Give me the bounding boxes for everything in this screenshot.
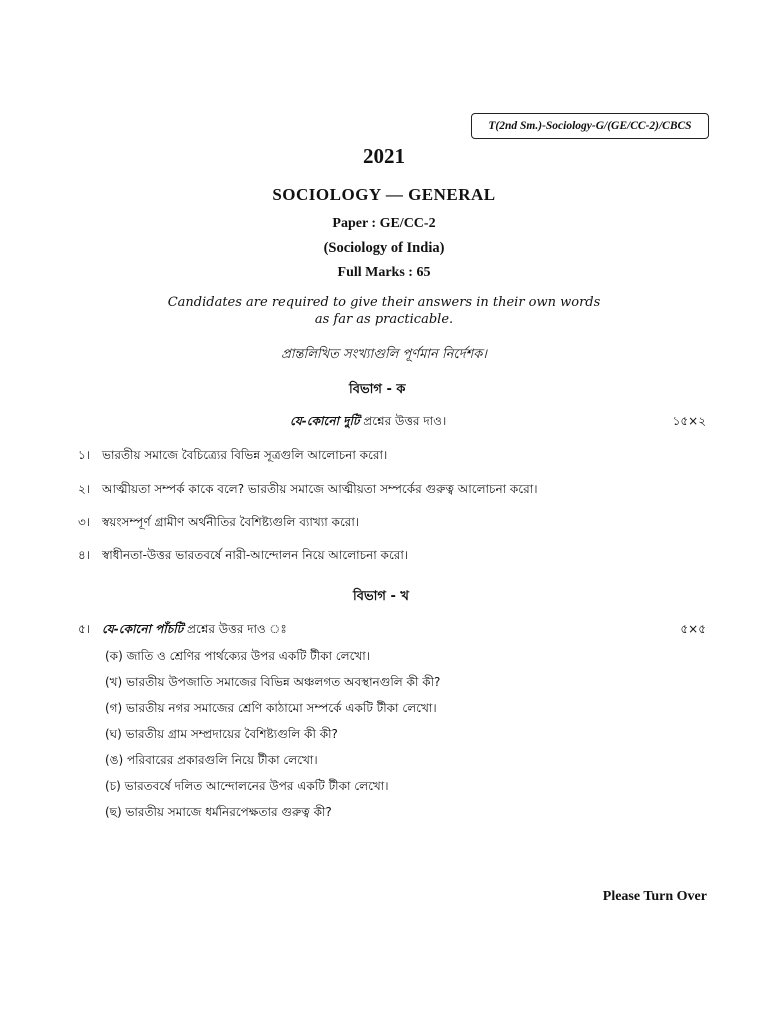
sub-question: (ঙ) পরিবারের প্রকারগুলি নিয়ে টীকা লেখো।	[105, 753, 318, 767]
subject-title: SOCIOLOGY — GENERAL	[272, 185, 496, 204]
section-a-instruction	[290, 413, 446, 433]
question-number: ২।	[78, 482, 91, 496]
section-a-instruction-rest: প্রশ্নের উত্তর দাও।	[359, 414, 447, 428]
question-number: ৩।	[78, 515, 91, 529]
section-a-marks: ১৫×২	[672, 414, 706, 428]
sub-question: (খ) ভারতীয় উপজাতি সমাজের বিভিন্ন অঞ্চলগত অবস্থানগুলি কী কী?	[105, 675, 441, 689]
question-text: ভারতীয় সমাজে বৈচিত্র্যের বিভিন্ন সূত্রগুলি আলোচনা করো।	[102, 448, 388, 462]
marks-note: প্রান্তলিখিত সংখ্যাগুলি পূর্ণমান নির্দেশক।	[281, 347, 487, 362]
please-turn-over: Please Turn Over	[602, 889, 707, 904]
sub-question: (চ) ভারতবর্ষে দলিত আন্দোলনের উপর একটি টীকা লেখো।	[105, 779, 389, 793]
sub-question: (ছ) ভারতীয় সমাজে ধর্মনিরপেক্ষতার গুরুত্ব কী?	[105, 805, 332, 819]
instruction-line-1: Candidates are required to give their answers in their own words	[167, 295, 601, 310]
section-b-heading: বিভাগ - খ	[353, 589, 409, 604]
section-b-instruction-emphasis: যে-কোনো পাঁচটি	[102, 622, 184, 636]
question-number: ১।	[78, 448, 91, 462]
section-a-instruction-emphasis: যে-কোনো দুটি	[290, 414, 360, 428]
section-b-marks: ৫×৫	[680, 622, 706, 636]
question-text: স্বয়ংসম্পূর্ণ গ্রামীণ অর্থনীতির বৈশিষ্ট্যগুলি ব্যাখ্যা করো।	[102, 515, 360, 529]
paper-code: Paper : GE/CC-2	[332, 216, 436, 231]
section-a-heading: বিভাগ - ক	[349, 382, 406, 397]
section-b-instruction	[102, 621, 287, 641]
sub-question: (ক) জাতি ও শ্রেণির পার্থক্যের উপর একটি টীকা লেখো।	[105, 649, 371, 663]
question-number: ৫।	[78, 622, 91, 636]
question-number: ৪।	[78, 548, 91, 562]
question-text: স্বাধীনতা-উত্তর ভারতবর্ষে নারী-আন্দোলন নিয়ে আলোচনা করো।	[102, 548, 409, 562]
sub-question: (গ) ভারতীয় নগর সমাজের শ্রেণি কাঠামো সম্পর্কে একটি টীকা লেখো।	[105, 701, 437, 715]
full-marks: Full Marks : 65	[337, 265, 431, 280]
course-code-box: T(2nd Sm.)-Sociology-G/(GE/CC-2)/CBCS	[471, 113, 709, 139]
section-b-instruction-rest: প্রশ্নের উত্তর দাও ঃ	[183, 622, 287, 636]
paper-title: (Sociology of India)	[323, 240, 445, 256]
exam-year: 2021	[363, 144, 405, 168]
instruction-line-2: as far as practicable.	[314, 312, 454, 327]
sub-question: (ঘ) ভারতীয় গ্রাম সম্প্রদায়ের বৈশিষ্ট্যগুলি কী কী?	[105, 727, 338, 741]
question-text: আত্মীয়তা সম্পর্ক কাকে বলে? ভারতীয় সমাজে আত্মীয়তা সম্পর্কের গুরুত্ব আলোচনা করো।	[102, 482, 538, 496]
